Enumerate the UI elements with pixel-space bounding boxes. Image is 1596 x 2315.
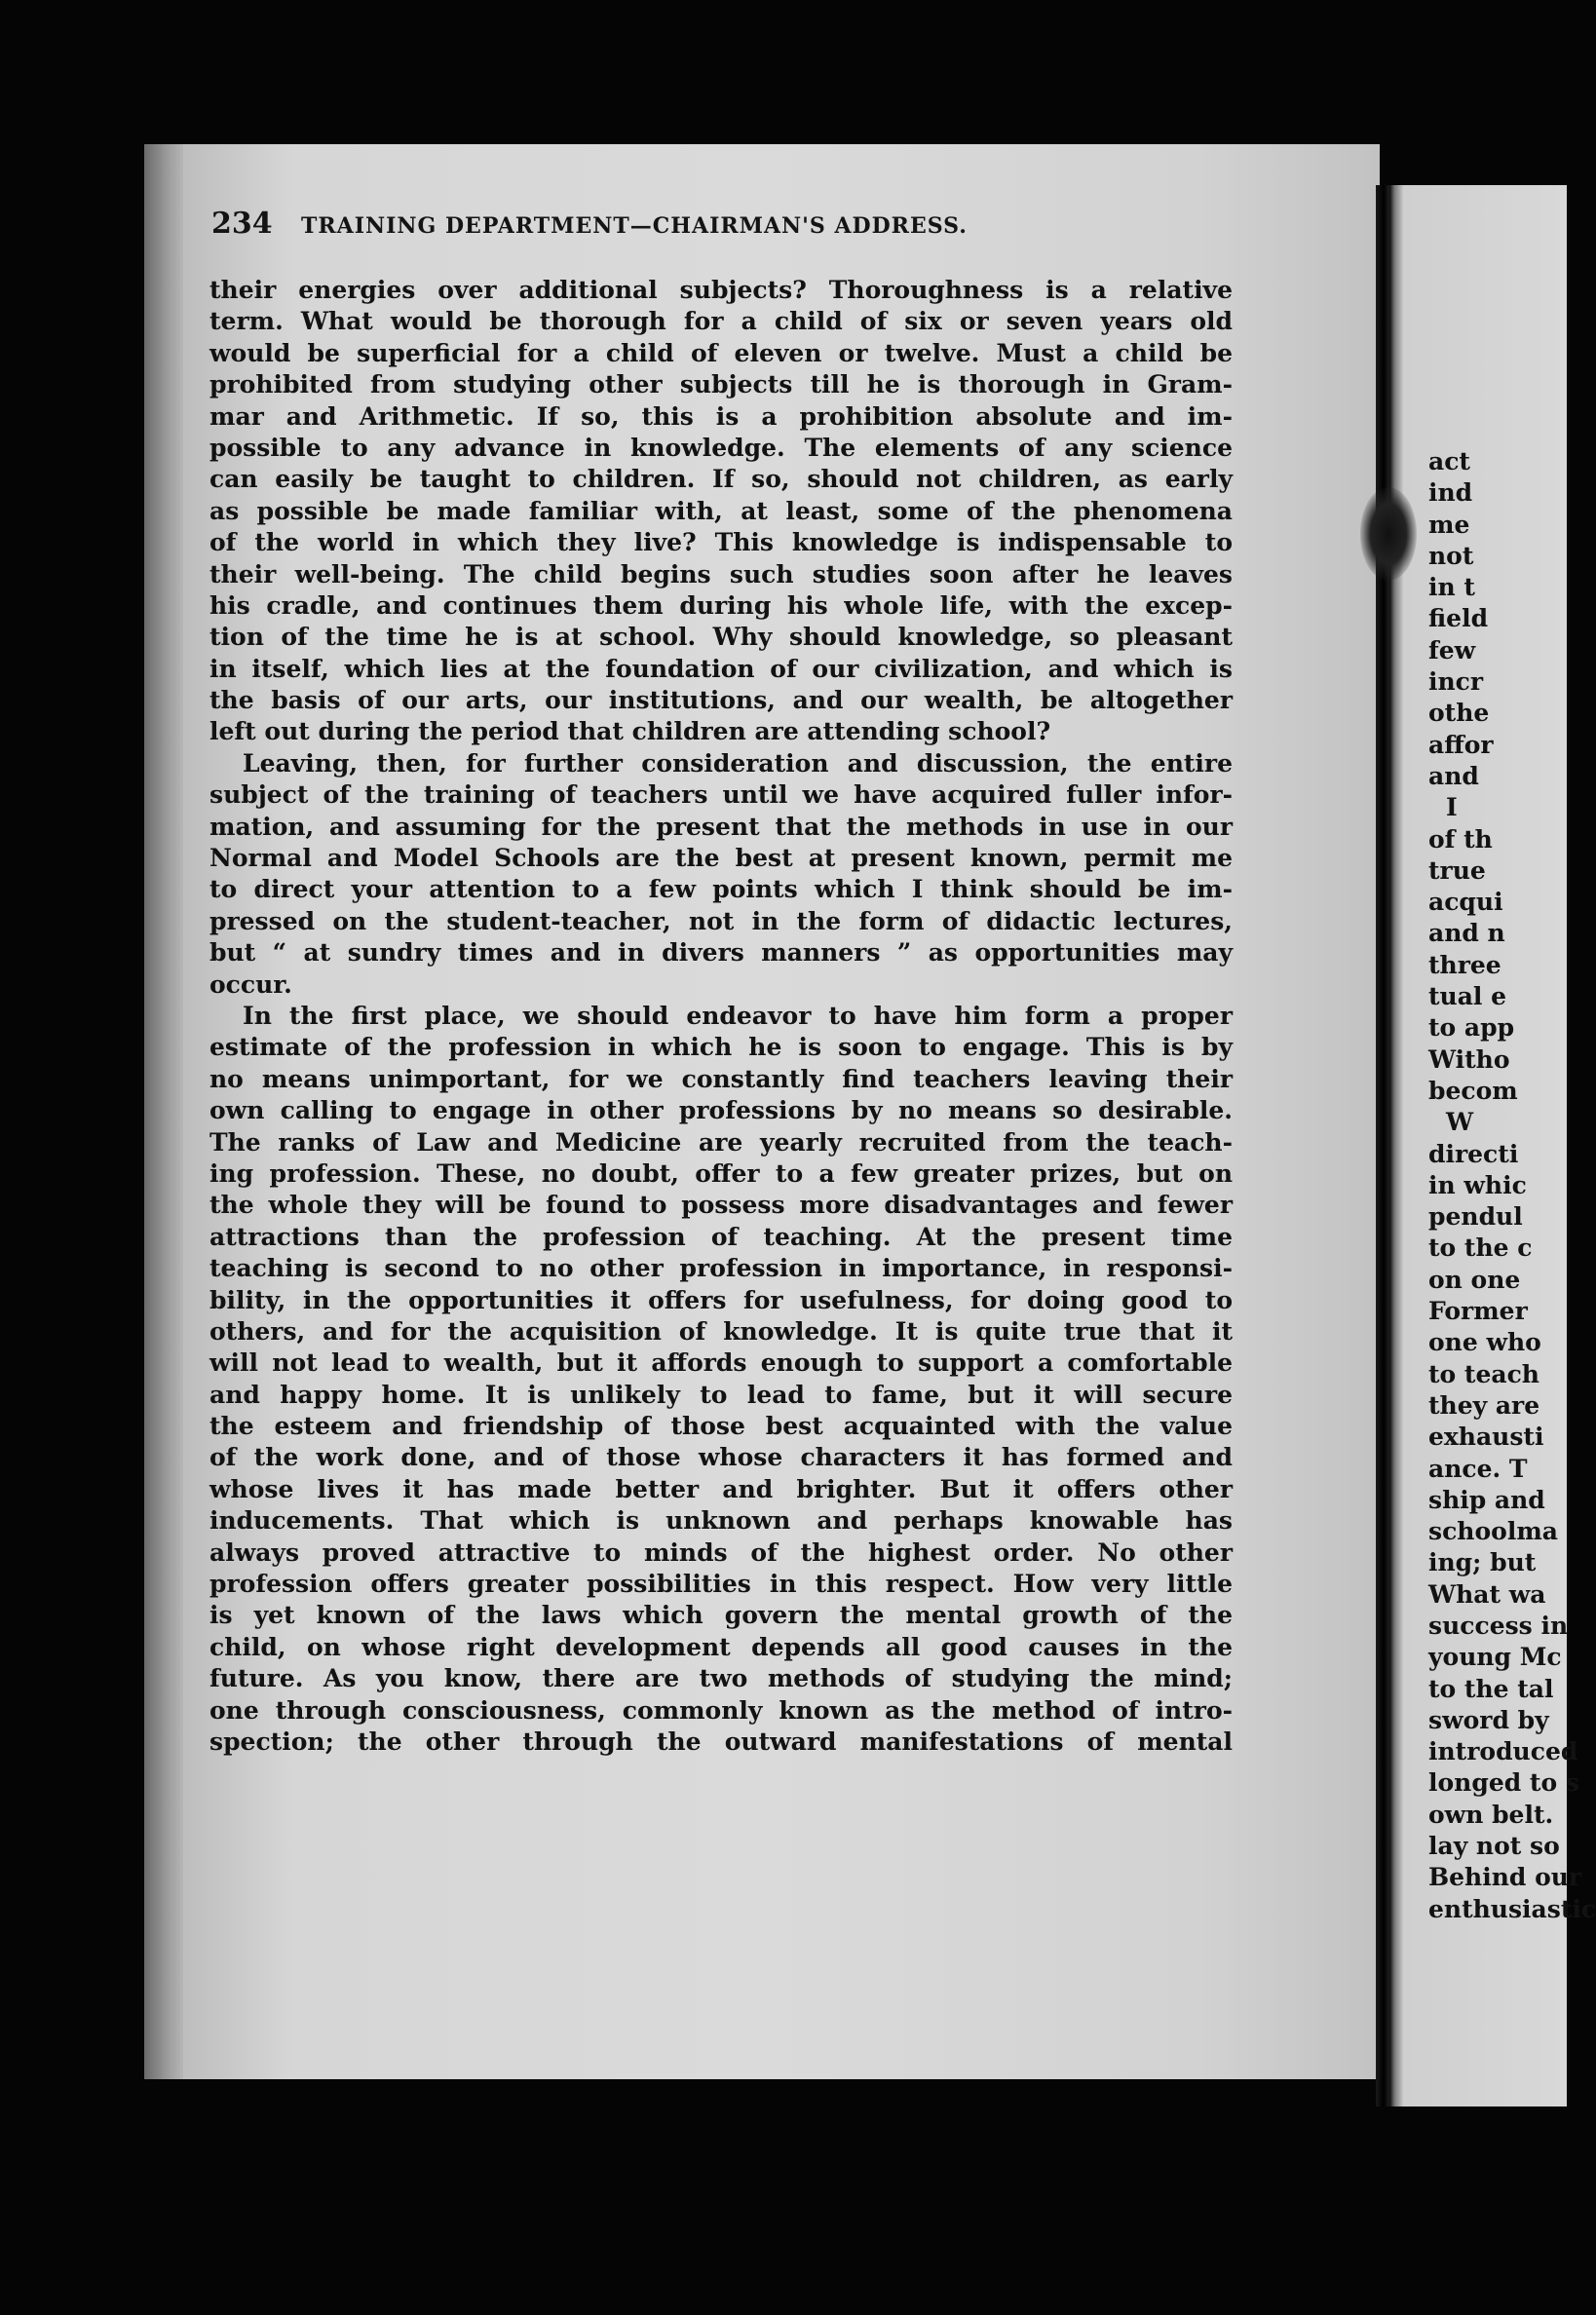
right-page-fragment: of th	[1428, 824, 1493, 854]
text-line: others, and for the acquisition of knowledge. It is quite true that it	[209, 1316, 1233, 1346]
text-line: always proved attractive to minds of the highest order. No other	[209, 1537, 1233, 1567]
text-line: estimate of the profession in which he is soon to engage. This is by	[209, 1033, 1233, 1062]
text-line: left out during the period that children are attending school?	[209, 717, 1051, 746]
text-line: of the work done, and of those whose characters it has formed and	[209, 1443, 1233, 1472]
right-page	[1389, 185, 1596, 2106]
text-line: Leaving, then, for further consideration and discussion, the entire	[243, 748, 1233, 778]
ink-blot	[1360, 487, 1417, 581]
text-line: child, on whose right development depends all good causes in the	[209, 1632, 1233, 1661]
right-page-fragment: affor	[1428, 730, 1494, 759]
right-page-fragment: directi	[1428, 1139, 1519, 1168]
text-line: to direct your attention to a few points which I think should be im-	[209, 875, 1233, 904]
page-number: 234	[211, 207, 273, 241]
text-line: would be superficial for a child of eleven or twelve. Must a child be	[209, 338, 1233, 367]
text-line: whose lives it has made better and brighter. But it offers other	[209, 1474, 1233, 1503]
right-page-fragment: young Mc	[1428, 1643, 1562, 1672]
right-page-fragment: sword by	[1428, 1705, 1549, 1734]
text-line: own calling to engage in other professions by no means so desirable.	[209, 1096, 1233, 1125]
right-page-fragment: act	[1428, 447, 1470, 475]
text-line: profession offers greater possibilities in this respect. How very little	[209, 1570, 1233, 1599]
right-page-fragment: ship and	[1428, 1485, 1545, 1514]
right-page-fragment: and n	[1428, 919, 1505, 948]
page-header	[211, 207, 1147, 253]
right-page-fragment: enthusiastic	[1428, 1894, 1596, 1923]
right-page-fragment: introduced	[1428, 1737, 1578, 1766]
right-page-fragment: Behind our	[1428, 1863, 1582, 1892]
text-line: no means unimportant, for we constantly find teachers leaving their	[209, 1064, 1233, 1093]
right-page-fragment: ance. T	[1428, 1454, 1528, 1483]
body-text	[209, 275, 1233, 1758]
text-line: his cradle, and continues them during his whole life, with the excep-	[209, 590, 1233, 620]
right-page-fragment: own belt.	[1428, 1800, 1554, 1829]
text-line: Normal and Model Schools are the best at present known, permit me	[209, 844, 1233, 873]
text-line: will not lead to wealth, but it affords enough to support a comfortable	[209, 1348, 1233, 1378]
text-line: their well-being. The child begins such studies soon after he leaves	[209, 559, 1233, 588]
right-page-fragment: and	[1428, 761, 1479, 790]
right-page-fragment: schoolma	[1428, 1517, 1558, 1546]
text-line: In the first place, we should endeavor to have him form a proper	[243, 1001, 1233, 1030]
right-page-fragment: field	[1428, 604, 1489, 633]
text-line: the esteem and friendship of those best acquainted with the value	[209, 1412, 1233, 1441]
text-line: occur.	[209, 969, 292, 999]
right-page-fragment: on one	[1428, 1265, 1521, 1294]
text-line: can easily be taught to children. If so, should not children, as early	[209, 465, 1233, 494]
text-line: their energies over additional subjects? Thoroughness is a relative	[209, 276, 1233, 304]
right-page-fragment: success in	[1428, 1611, 1569, 1640]
binding-edge	[144, 144, 183, 2079]
text-line: subject of the training of teachers until we have acquired fuller infor-	[209, 780, 1233, 810]
right-page-fragment: one who	[1428, 1328, 1541, 1357]
text-line: the basis of our arts, our institutions, and our wealth, be altogether	[209, 686, 1233, 715]
text-line: but “ at sundry times and in divers manners ” as opportunities may	[209, 938, 1233, 968]
right-page-fragment: true	[1428, 855, 1486, 885]
right-page-fragment: in whic	[1428, 1170, 1527, 1199]
right-page-fragment: in t	[1428, 573, 1475, 602]
right-page-fragment: I	[1446, 793, 1458, 822]
text-line: tion of the time he is at school. Why should knowledge, so pleasant	[209, 623, 1233, 652]
right-page-fragment: exhausti	[1428, 1423, 1544, 1452]
right-page-fragment: lay not so	[1428, 1832, 1560, 1861]
text-line: bility, in the opportunities it offers for usefulness, for doing good to	[209, 1285, 1233, 1314]
right-page-fragment: to teach	[1428, 1359, 1539, 1388]
text-line: of the world in which they live? This knowledge is indispensable to	[209, 528, 1233, 557]
right-page-fragment: they are	[1428, 1390, 1540, 1420]
text-line: pressed on the student-teacher, not in the form of didactic lectures,	[209, 906, 1233, 935]
right-page-fragment: three	[1428, 950, 1501, 979]
text-line: mar and Arithmetic. If so, this is a prohibition absolute and im-	[209, 401, 1233, 431]
right-page-fragment: Witho	[1428, 1044, 1510, 1074]
right-page-fragment: Former	[1428, 1297, 1528, 1326]
right-page-fragment: to the tal	[1428, 1674, 1554, 1703]
text-line: and happy home. It is unlikely to lead to fame, but it will secure	[209, 1380, 1233, 1409]
right-page-fragment: longed to s	[1428, 1768, 1579, 1798]
text-line: is yet known of the laws which govern the mental growth of the	[209, 1601, 1233, 1630]
right-page-fragment: othe	[1428, 699, 1490, 728]
right-page-fragment: acqui	[1428, 888, 1503, 917]
right-page-fragment: ind	[1428, 478, 1473, 508]
right-page-fragment: few	[1428, 635, 1476, 664]
text-line: the whole they will be found to possess more disadvantages and fewer	[209, 1191, 1233, 1220]
text-line: attractions than the profession of teaching. At the present time	[209, 1222, 1233, 1251]
text-line: possible to any advance in knowledge. The elements of any science	[209, 433, 1233, 462]
right-page-fragment: incr	[1428, 667, 1484, 697]
text-line: in itself, which lies at the foundation of our civilization, and which is	[209, 654, 1233, 683]
text-line: future. As you know, there are two methods of studying the mind;	[209, 1664, 1233, 1693]
right-page-fragment: ing; but	[1428, 1548, 1537, 1577]
right-page-fragment: tual e	[1428, 982, 1507, 1011]
right-page-fragment: to the c	[1428, 1233, 1533, 1263]
right-page-fragment: W	[1446, 1108, 1474, 1137]
text-line: as possible be made familiar with, at least, some of the phenomena	[209, 496, 1233, 525]
text-line: The ranks of Law and Medicine are yearly recruited from the teach-	[209, 1127, 1233, 1157]
text-line: term. What would be thorough for a child of six or seven years old	[209, 307, 1233, 336]
right-page-fragment: becom	[1428, 1076, 1518, 1105]
text-line: mation, and assuming for the present that the methods in use in our	[209, 812, 1233, 841]
text-line: teaching is second to no other profession in importance, in responsi-	[209, 1254, 1233, 1283]
right-page-text	[1428, 446, 1596, 1925]
running-head: TRAINING DEPARTMENT—CHAIRMAN'S ADDRESS.	[301, 213, 968, 239]
right-page-fragment: not	[1428, 541, 1474, 570]
text-line: ing profession. These, no doubt, offer to a few greater prizes, but on	[209, 1158, 1233, 1188]
right-page-fragment: to app	[1428, 1013, 1515, 1043]
text-line: prohibited from studying other subjects till he is thorough in Gram-	[209, 370, 1233, 399]
right-page-fragment: me	[1428, 510, 1470, 539]
right-page-fragment: What wa	[1428, 1579, 1546, 1609]
text-line: inducements. That which is unknown and perhaps knowable has	[209, 1506, 1233, 1536]
right-page-fragment: pendul	[1428, 1202, 1523, 1232]
text-line: one through consciousness, commonly known as the method of intro-	[209, 1695, 1233, 1725]
text-line: spection; the other through the outward manifestations of mental	[209, 1727, 1233, 1756]
